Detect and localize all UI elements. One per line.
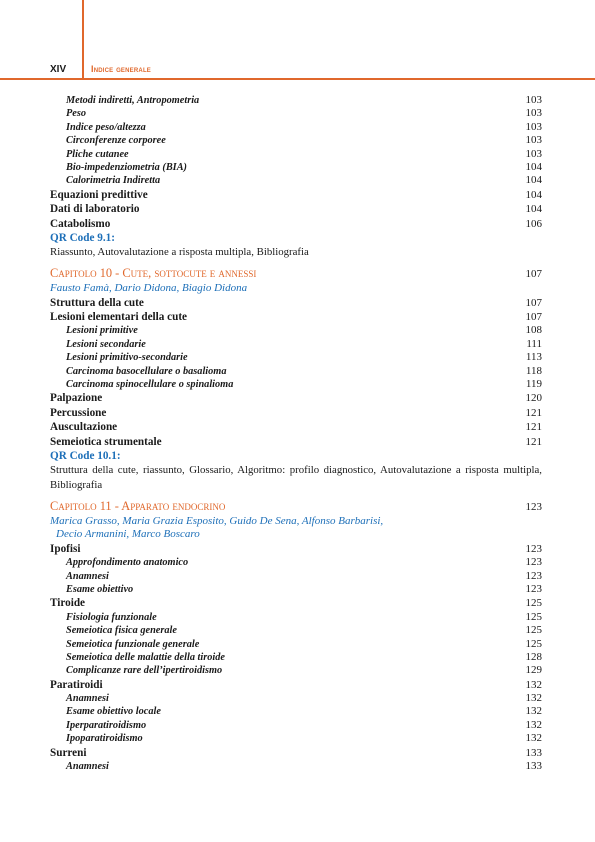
entry-page-number: 111 (526, 337, 542, 350)
qr-code-title[interactable]: QR Code 9.1: (50, 231, 115, 244)
entry-title: Indice peso/altezza (66, 121, 146, 133)
toc-entry[interactable] (50, 391, 542, 405)
toc-subentry[interactable] (50, 732, 542, 745)
running-title: Indice generale (91, 64, 152, 74)
entry-title: Lesioni elementari della cute (50, 310, 188, 323)
entry-page-number: 106 (525, 217, 542, 230)
entry-title: Carcinoma spinocellulare o spinalioma (66, 378, 234, 390)
entry-page-number: 121 (525, 435, 542, 448)
entry-title: Semeiotica funzionale generale (66, 638, 200, 650)
entry-page-number: 103 (525, 107, 542, 120)
toc-subentry[interactable] (50, 719, 542, 732)
table-of-contents (50, 94, 542, 773)
toc-entry[interactable] (50, 310, 542, 324)
entry-title: Bio-impedenziometria (BIA) (66, 161, 187, 173)
entry-page-number: 133 (525, 760, 542, 773)
chapter-page-number: 123 (525, 500, 542, 513)
entry-title: Surreni (50, 746, 87, 759)
entry-page-number: 108 (525, 324, 542, 337)
entry-page-number: 125 (525, 637, 542, 650)
entry-page-number: 103 (525, 147, 542, 160)
toc-subentry[interactable] (50, 134, 542, 147)
entry-title: Palpazione (50, 392, 103, 405)
toc-entry[interactable] (50, 746, 542, 760)
chapter-title: Capitolo 10 - Cute, sottocute e annessi (50, 266, 257, 280)
toc-subentry[interactable] (50, 664, 542, 677)
toc-subentry[interactable] (50, 624, 542, 637)
entry-page-number: 103 (525, 134, 542, 147)
toc-subentry[interactable] (50, 338, 542, 351)
chapter-heading[interactable] (50, 265, 542, 282)
entry-title: Anamnesi (66, 761, 109, 773)
toc-entry[interactable] (50, 188, 542, 202)
qr-code-contents: Riassunto, Autovalutazione a risposta multipla, Bibliografia (50, 246, 309, 259)
entry-title: Semeiotica strumentale (50, 435, 162, 448)
toc-subentry[interactable] (50, 121, 542, 134)
entry-page-number: 121 (525, 406, 542, 419)
entry-title: Equazioni predittive (50, 188, 148, 201)
entry-title: Ipoparatiroidismo (66, 733, 143, 745)
qr-code-title[interactable]: QR Code 10.1: (50, 449, 121, 462)
entry-page-number: 133 (525, 746, 542, 759)
entry-title: Iperparatiroidismo (66, 719, 147, 731)
entry-page-number: 113 (525, 351, 542, 364)
toc-subentry[interactable] (50, 148, 542, 161)
toc-subentry[interactable] (50, 638, 542, 651)
toc-subentry[interactable] (50, 161, 542, 174)
header-horizontal-rule (0, 78, 595, 80)
chapter-heading[interactable] (50, 498, 542, 515)
entry-page-number: 118 (525, 364, 542, 377)
entry-page-number: 132 (525, 692, 542, 705)
chapter-authors: Decio Armanini, Marco Boscaro (56, 528, 200, 541)
toc-subentry[interactable] (50, 651, 542, 664)
chapter-authors: Marica Grasso, Maria Grazia Esposito, Guido De Sena, Alfonso Barbarisi, (50, 514, 384, 527)
entry-title: Lesioni primitive (66, 325, 138, 337)
entry-page-number: 107 (525, 296, 542, 309)
toc-subentry[interactable] (50, 378, 542, 391)
entry-page-number: 104 (525, 203, 542, 216)
entry-title: Ipofisi (50, 542, 81, 555)
entry-title: Percussione (50, 406, 107, 419)
entry-page-number: 123 (525, 542, 542, 555)
entry-title: Paratiroidi (50, 678, 103, 691)
entry-page-number: 120 (525, 392, 542, 405)
toc-subentry[interactable] (50, 583, 542, 596)
header-vertical-rule (82, 0, 84, 79)
toc-entry[interactable] (50, 420, 542, 434)
entry-page-number: 104 (525, 188, 542, 201)
entry-page-number: 125 (525, 624, 542, 637)
chapter-page-number: 107 (525, 268, 542, 280)
entry-title: Calorimetria Indiretta (66, 175, 161, 187)
toc-subentry[interactable] (50, 365, 542, 378)
toc-entry[interactable] (50, 596, 542, 610)
toc-subentry[interactable] (50, 760, 542, 773)
entry-title: Esame obiettivo locale (66, 706, 161, 718)
entry-page-number: 125 (525, 610, 542, 623)
entry-page-number: 132 (525, 718, 542, 731)
entry-title: Dati di laboratorio (50, 203, 140, 216)
toc-subentry[interactable] (50, 556, 542, 569)
entry-title: Anamnesi (66, 693, 109, 705)
entry-title: Auscultazione (50, 421, 118, 434)
entry-title: Carcinoma basocellulare o basalioma (66, 365, 227, 377)
entry-title: Approfondimento anatomico (66, 557, 189, 569)
toc-subentry[interactable] (50, 107, 542, 120)
entry-title: Lesioni secondarie (66, 338, 146, 350)
entry-page-number: 123 (525, 569, 542, 582)
toc-entry[interactable] (50, 296, 542, 310)
entry-title: Semeiotica delle malattie della tiroide (66, 651, 225, 663)
toc-subentry[interactable] (50, 705, 542, 718)
toc-entry[interactable] (50, 202, 542, 216)
toc-entry[interactable] (50, 542, 542, 556)
entry-page-number: 132 (525, 678, 542, 691)
entry-title: Semeiotica fisica generale (66, 625, 177, 637)
entry-page-number: 103 (525, 94, 542, 106)
entry-page-number: 123 (525, 556, 542, 569)
toc-entry[interactable] (50, 435, 542, 449)
entry-title: Struttura della cute (50, 296, 144, 309)
page-number: XIV (50, 64, 67, 75)
entry-page-number: 125 (525, 597, 542, 610)
toc-subentry[interactable] (50, 174, 542, 187)
entry-page-number: 104 (525, 174, 542, 187)
entry-title: Peso (66, 108, 87, 120)
toc-subentry[interactable] (50, 94, 542, 107)
entry-title: Complicanze rare dell’ipertiroidismo (66, 665, 223, 677)
qr-code-contents: Struttura della cute, riassunto, Glossario, Algoritmo: profilo diagnostico, Autovalutazione a risposta multipla, Bibliografia (50, 464, 542, 491)
entry-page-number: 129 (525, 664, 542, 677)
toc-entry[interactable] (50, 406, 542, 420)
entry-title: Anamnesi (66, 570, 109, 582)
entry-title: Catabolismo (50, 217, 111, 230)
entry-page-number: 123 (525, 582, 542, 595)
entry-title: Circonferenze corporee (66, 135, 166, 147)
entry-title: Fisiologia funzionale (66, 611, 157, 623)
entry-title: Metodi indiretti, Antropometria (66, 95, 200, 106)
entry-title: Lesioni primitivo-secondarie (66, 352, 188, 364)
entry-page-number: 132 (525, 705, 542, 718)
toc-subentry[interactable] (50, 692, 542, 705)
toc-entry[interactable] (50, 217, 542, 231)
toc-entry[interactable] (50, 678, 542, 692)
entry-page-number: 128 (525, 650, 542, 663)
entry-page-number: 119 (525, 377, 542, 390)
toc-subentry[interactable] (50, 351, 542, 364)
toc-subentry[interactable] (50, 611, 542, 624)
entry-page-number: 107 (525, 310, 542, 323)
entry-page-number: 103 (525, 120, 542, 133)
entry-page-number: 121 (525, 421, 542, 434)
chapter-title: Capitolo 11 - Apparato endocrino (50, 498, 226, 513)
entry-page-number: 104 (525, 160, 542, 173)
entry-page-number: 132 (525, 732, 542, 745)
entry-title: Pliche cutanee (66, 148, 129, 160)
chapter-authors: Fausto Famà, Dario Didona, Biagio Didona (50, 282, 248, 294)
entry-title: Esame obiettivo (66, 583, 134, 595)
entry-title: Tiroide (50, 597, 86, 610)
toc-subentry[interactable] (50, 570, 542, 583)
toc-subentry[interactable] (50, 324, 542, 337)
